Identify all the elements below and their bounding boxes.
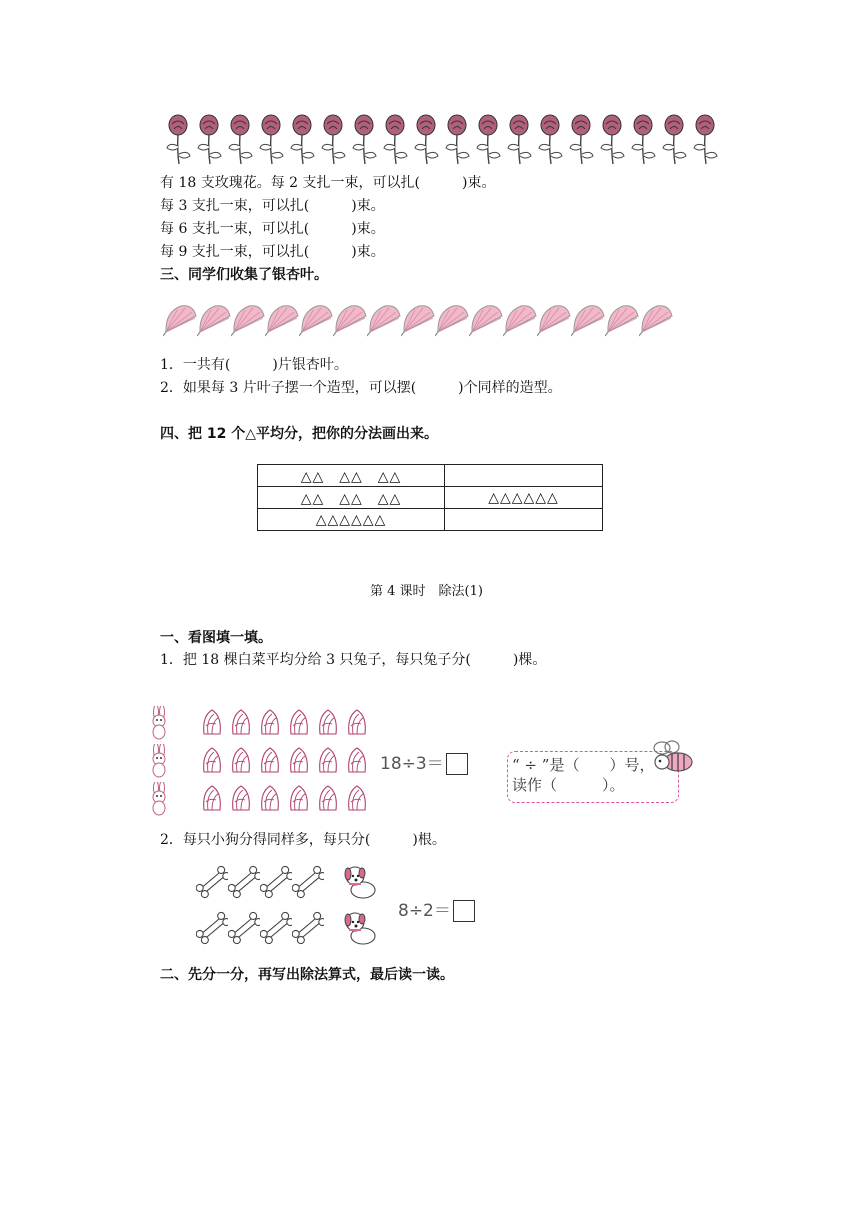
rose-icon — [163, 112, 194, 166]
cabbage-icon — [200, 746, 229, 776]
rose-icon — [225, 112, 256, 166]
rabbit — [146, 706, 174, 744]
bone-icon — [292, 908, 324, 950]
equation-text: 8÷2＝ — [398, 901, 451, 921]
ginkgo-leaf-icon — [231, 302, 265, 338]
rose-icon — [411, 112, 442, 166]
bone-icon — [196, 908, 228, 950]
cabbage-row — [200, 746, 374, 784]
cabbage-icon — [345, 708, 374, 738]
callout-line-1: “ ÷ ”是（ ）号， — [512, 756, 655, 774]
cabbage-icon — [258, 746, 287, 776]
rose-icon — [287, 112, 318, 166]
rose-icon — [473, 112, 504, 166]
triangle-table — [257, 464, 603, 531]
bone-icon — [292, 862, 324, 904]
cabbage-icon — [316, 746, 345, 776]
cabbage-row — [200, 784, 374, 822]
rose-icon — [194, 112, 225, 166]
table-row — [258, 487, 603, 509]
cabbage-row — [200, 708, 374, 746]
bone-row — [196, 862, 324, 908]
bee-icon — [650, 740, 696, 778]
section-2-heading: 二、先分一分，再写出除法算式，最后读一读。 — [160, 967, 454, 983]
ginkgo-leaves-row — [163, 302, 673, 338]
rose-icon — [628, 112, 659, 166]
bones-group — [196, 862, 324, 954]
cabbage-icon — [229, 708, 258, 738]
ginkgo-leaf-icon — [163, 302, 197, 338]
table-cell: △△△△△△ — [258, 509, 445, 531]
rabbit-icon — [146, 782, 174, 816]
ginkgo-leaf-icon — [333, 302, 367, 338]
section-1-heading: 一、看图填一填。 — [160, 630, 272, 646]
rose-question-4: 每 9 支扎一束，可以扎( )束。 — [160, 244, 385, 260]
dog-icon — [343, 862, 379, 902]
answer-box[interactable] — [446, 753, 468, 775]
callout-line-2: 读作（ ）。 — [512, 776, 625, 794]
table-row — [258, 509, 603, 531]
rose-icon — [318, 112, 349, 166]
rose-question-3: 每 6 支扎一束，可以扎( )束。 — [160, 221, 385, 237]
answer-box[interactable] — [453, 900, 475, 922]
dog-question: 2．每只小狗分得同样多，每只分( )根。 — [160, 832, 446, 848]
ginkgo-leaf-icon — [367, 302, 401, 338]
rabbit-icon — [146, 706, 174, 740]
rose-icon — [442, 112, 473, 166]
rabbit — [146, 744, 174, 782]
ginkgo-leaf-icon — [503, 302, 537, 338]
rose-question-2: 每 3 支扎一束，可以扎( )束。 — [160, 198, 385, 214]
dog — [343, 862, 379, 908]
division-equation-2 — [398, 896, 475, 922]
rose-icon — [659, 112, 690, 166]
cabbage-icon — [287, 784, 316, 814]
equation-text: 18÷3＝ — [380, 754, 444, 774]
cabbage-icon — [229, 784, 258, 814]
cabbage-icon — [258, 708, 287, 738]
cabbage-icon — [258, 784, 287, 814]
leaf-question-2: 2．如果每 3 片叶子摆一个造型，可以摆( )个同样的造型。 — [160, 380, 562, 396]
dog — [343, 908, 379, 954]
leaf-question-1: 1．一共有( )片银杏叶。 — [160, 357, 348, 373]
cabbage-icon — [345, 784, 374, 814]
table-cell — [445, 509, 603, 531]
roses-row — [163, 112, 721, 166]
cabbage-icon — [316, 784, 345, 814]
cabbage-question: 1．把 18 棵白菜平均分给 3 只兔子，每只兔子分( )棵。 — [160, 652, 547, 668]
cabbage-icon — [345, 746, 374, 776]
bone-icon — [260, 862, 292, 904]
cabbage-icon — [287, 746, 316, 776]
ginkgo-leaf-icon — [571, 302, 605, 338]
table-cell: △△ △△ △△ — [258, 487, 445, 509]
rose-icon — [349, 112, 380, 166]
rose-icon — [256, 112, 287, 166]
rose-icon — [566, 112, 597, 166]
table-row — [258, 465, 603, 487]
bone-row — [196, 908, 324, 954]
section-4-heading: 四、把 12 个△平均分，把你的分法画出来。 — [160, 426, 438, 442]
rose-icon — [504, 112, 535, 166]
rose-icon — [535, 112, 566, 166]
section-3-heading: 三、同学们收集了银杏叶。 — [160, 267, 328, 283]
table-cell — [445, 465, 603, 487]
ginkgo-leaf-icon — [435, 302, 469, 338]
ginkgo-leaf-icon — [401, 302, 435, 338]
bone-icon — [196, 862, 228, 904]
cabbage-grid — [200, 708, 374, 822]
ginkgo-leaf-icon — [605, 302, 639, 338]
bone-icon — [260, 908, 292, 950]
table-cell: △△ △△ △△ — [258, 465, 445, 487]
ginkgo-leaf-icon — [299, 302, 333, 338]
rabbit — [146, 782, 174, 820]
rose-icon — [690, 112, 721, 166]
ginkgo-leaf-icon — [537, 302, 571, 338]
rose-icon — [380, 112, 411, 166]
rose-question-1: 有 18 支玫瑰花。每 2 支扎一束，可以扎( )束。 — [160, 175, 496, 191]
ginkgo-leaf-icon — [469, 302, 503, 338]
lesson-title: 第 4 课时 除法(1) — [370, 584, 483, 599]
ginkgo-leaf-icon — [639, 302, 673, 338]
ginkgo-leaf-icon — [265, 302, 299, 338]
cabbage-icon — [316, 708, 345, 738]
ginkgo-leaf-icon — [197, 302, 231, 338]
rose-icon — [597, 112, 628, 166]
table-cell: △△△△△△ — [445, 487, 603, 509]
rabbits-column — [146, 706, 174, 820]
cabbage-icon — [287, 708, 316, 738]
cabbage-icon — [200, 784, 229, 814]
dogs-column — [343, 862, 379, 954]
dog-icon — [343, 908, 379, 948]
rabbit-icon — [146, 744, 174, 778]
bone-icon — [228, 862, 260, 904]
division-equation-1 — [380, 749, 468, 775]
bone-icon — [228, 908, 260, 950]
cabbage-icon — [200, 708, 229, 738]
cabbage-icon — [229, 746, 258, 776]
